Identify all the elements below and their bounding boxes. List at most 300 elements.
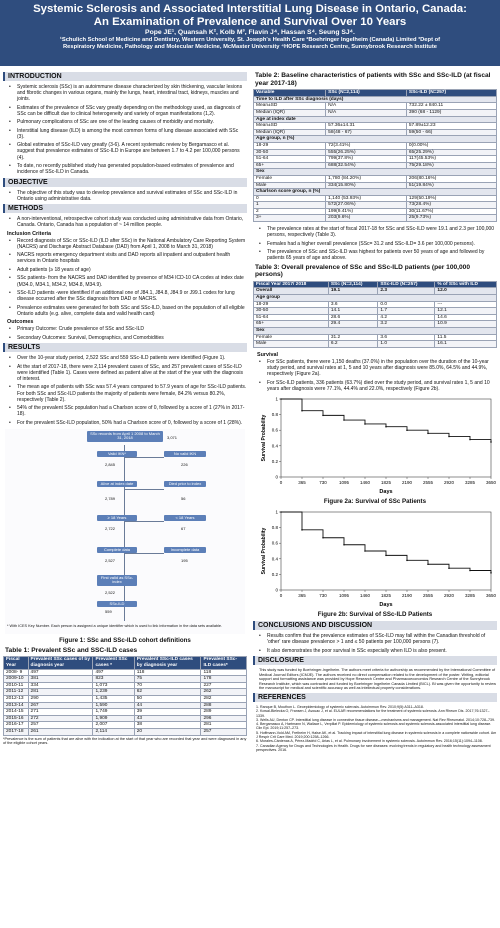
intro-bullet: • To date, no recently published study has generated population-based estimates of prevalence and incidence of SSc-ILD in Canada. — [9, 163, 247, 175]
table-cell: 334 — [28, 682, 93, 689]
results-list — [9, 355, 247, 426]
survival-point — [469, 439, 471, 441]
y-tick-label: 0.2 — [271, 571, 278, 577]
flow-box-minors: < 18 Years — [164, 515, 206, 522]
table-cell: 296 — [201, 715, 247, 722]
table-cell: 2,007 — [93, 722, 134, 729]
x-tick-label: 1460 — [359, 592, 371, 598]
poster-affiliations-line1: ¹Schulich School of Medicine and Dentistry, Western University, St. Joseph's Health Care ²Boehringer Ingelheim (Canada) Limited ³Dept of — [59, 37, 441, 43]
table-group-label: Sex — [254, 169, 497, 176]
flow-box-incomplete-data: Incomplete data — [164, 547, 206, 554]
table-cell: Median (IQR) — [254, 109, 326, 116]
table-cell: Mean±SD — [254, 103, 326, 110]
table-cell: 2017-18 — [4, 728, 29, 735]
figure2a-caption: Figure 2a: Survival of SSc Patients — [323, 497, 427, 505]
results-bullet: • At the start of 2017-18, there were 2,114 prevalent cases of SSc, and 257 prevalent cases of SSc-ILD were identified (Table 1). Cases were defined as patient alive at the start of the year with the diagnosis of interest. — [9, 364, 247, 382]
table-cell: 1,590 — [93, 702, 134, 709]
survival-point — [343, 544, 345, 546]
y-tick-label: 1 — [275, 396, 278, 402]
survival-chart-ssc — [259, 395, 495, 495]
x-tick-label: 0 — [279, 592, 283, 598]
table-row — [254, 314, 497, 321]
right-column — [253, 70, 497, 752]
table-cell: 16.1 — [435, 341, 497, 348]
inclusion-list — [9, 238, 247, 317]
survival-point — [406, 429, 408, 431]
inclusion-bullet: • Adult patients (≥ 18 years of age) — [9, 267, 247, 273]
methods-bullet: • A non-interventional, retrospective cohort study was conducted using administrative data from Ontario, Canada. Ontario, Canada has a population of ~ 14 million people. — [9, 216, 247, 228]
x-tick-label: 2190 — [401, 592, 413, 598]
table-cell: 43 — [134, 715, 201, 722]
x-axis-label: Days — [379, 601, 393, 608]
table-group-row — [254, 189, 497, 196]
flow-box-adults: ≥ 18 Years — [97, 515, 137, 522]
x-tick-label: 2555 — [422, 592, 434, 598]
poster-affiliations-line2: Respiratory Medicine, Pathology and Molecular Medicine, McMaster University ⁴HOPE Research Centre, Sunnybrook Research Institute — [63, 44, 437, 50]
table1-header: Prevalent SSc-ILD cases* — [201, 657, 247, 669]
table-cell: Male — [254, 182, 326, 189]
table-row — [254, 341, 497, 348]
disclosure-heading: DISCLOSURE — [253, 656, 497, 665]
figure2b-caption: Figure 2b: Survival of SSc-ILD Patients — [317, 610, 433, 618]
conclusions-list — [259, 633, 497, 654]
table2-header: SSc (N=2,114) — [326, 90, 407, 97]
survival-point — [322, 537, 324, 539]
table-cell: 281 — [28, 689, 93, 696]
table-row — [4, 682, 247, 689]
table1-body — [4, 669, 247, 735]
table-cell: 25(9.73%) — [406, 215, 496, 222]
x-tick-label: 365 — [298, 592, 306, 598]
flow-box-valid-ikn: Valid IKN* — [97, 451, 137, 458]
survival-point — [406, 559, 408, 561]
x-tick-label: 2920 — [443, 592, 455, 598]
table-group-label: Age at index date — [254, 116, 497, 123]
flow-connector — [124, 445, 125, 621]
table-cell: 262 — [201, 689, 247, 696]
methods-heading: METHODS — [3, 204, 247, 213]
flow-count: 226 — [181, 461, 188, 467]
table-cell: 3.6 — [328, 301, 378, 308]
poster-title-line1: Systemic Sclerosis and Associated Interstitial Lung Disease in Ontario, Canada: — [33, 3, 467, 15]
y-tick-label: 0 — [275, 587, 278, 593]
table-cell: 30-50 — [254, 149, 326, 156]
survival-point — [490, 441, 492, 443]
table-row — [254, 321, 497, 328]
table-cell: 2015-16 — [4, 715, 29, 722]
table-cell: 289 — [201, 709, 247, 716]
reference-item: 2. Kowal-Bielecka O, Fransen J, Avouac J, et al. EULAR recommendations for the treatment of systemic sclerosis. Ann Rheum Dis. 2017;76:1327–1339. — [256, 709, 490, 718]
flow-count: 2,522 — [105, 589, 116, 595]
table-cell: 6.2 — [328, 341, 378, 348]
y-tick-label: 1 — [275, 509, 278, 515]
table-cell: 30-50 — [254, 308, 329, 315]
table-cell: 203(9.6%) — [326, 215, 407, 222]
table-group-row — [254, 136, 497, 143]
table-cell: N/A — [326, 103, 407, 110]
table-cell: 227 — [201, 682, 247, 689]
table2-header: SSc-ILD (N=257) — [406, 90, 496, 97]
inclusion-heading: Inclusion Criteria — [7, 230, 52, 237]
table-group-label: Time to ILD after SSc diagnosis (days) — [254, 96, 497, 103]
table3-title: Table 3: Overall prevalence of SSc and SSc-ILD patients (per 100,000 persons) — [255, 263, 470, 279]
x-tick-label: 1825 — [380, 479, 392, 485]
table-row — [4, 728, 247, 735]
results-bullet: • Over the 10-year study period, 2,522 SSc and 559 SSc-ILD patients were identified (Figure 1). — [9, 355, 247, 361]
table-cell: 44 — [134, 702, 201, 709]
table-row — [254, 215, 497, 222]
table-cell: 823 — [93, 676, 134, 683]
survival-chart-ssc-ild — [259, 508, 495, 608]
x-tick-label: 365 — [298, 479, 306, 485]
table-cell: 38 — [134, 722, 201, 729]
table-cell: 18-29 — [254, 301, 329, 308]
intro-bullet: • Pulmonary complications of SSc are one of the leading causes of morbidity and mortality. — [9, 119, 247, 125]
table-cell: 19.1 — [328, 288, 378, 295]
flow-box-no-valid-ikn: No valid IKN — [164, 451, 206, 458]
intro-bullet: • Global estimates of SSc-ILD vary greatly (3-6). A recent systematic review by Bergamasco et al. suggest that prevalence estimates of SSc-ILD in Europe are between 1.7 to 4.2 per 100,000 persons (4). — [9, 142, 247, 160]
survival-point — [448, 567, 450, 569]
table-cell: 0.0 — [378, 301, 435, 308]
flow-box-ssc-ild: SSc-ILD — [97, 601, 137, 608]
table-cell: 12.1 — [435, 308, 497, 315]
table-row — [254, 142, 497, 149]
table-cell: 1,909 — [93, 715, 134, 722]
table-row — [254, 308, 497, 315]
table-cell: 1 — [254, 202, 326, 209]
table-group-row — [254, 295, 497, 302]
table-cell: 73(28.4%) — [406, 202, 496, 209]
results-right-bullet: • The prevalence of SSc and SSc-ILD was highest for patients over 50 years of age and followed by patients 65 years of age and above. — [259, 249, 497, 261]
survival-point — [301, 529, 303, 531]
table-cell: 12.0 — [435, 288, 497, 295]
poster-authors: Pope JE¹, Quansah K², Kolb M³, Flavin J⁴, Hassan S⁴, Seung SJ⁴. — [145, 29, 355, 36]
y-tick-label: 0.6 — [271, 540, 278, 546]
y-tick-label: 0.6 — [271, 427, 278, 433]
table-cell: 70 — [134, 682, 201, 689]
table-cell: 3+ — [254, 215, 326, 222]
table1 — [3, 656, 247, 735]
x-tick-label: 1825 — [380, 592, 392, 598]
intro-list — [9, 84, 247, 175]
outcomes-bullet: • Primary Outcome: Crude prevalence of SSc and SSc-ILD — [9, 326, 247, 332]
table-row — [254, 162, 497, 169]
table-cell: 129(50.19%) — [406, 195, 496, 202]
survival-point — [427, 563, 429, 565]
x-tick-label: 3285 — [464, 592, 476, 598]
table-cell: 572(27.06%) — [326, 202, 407, 209]
x-tick-label: 2555 — [422, 479, 434, 485]
conclusions-heading: CONCLUSIONS AND DISCUSSION — [253, 621, 497, 630]
table-cell: Male — [254, 341, 329, 348]
table-cell: 1,749 — [93, 709, 134, 716]
table-cell: 2 — [254, 208, 326, 215]
table-group-label: Sex — [254, 328, 497, 335]
table1-header: Prevalent SSc cases * — [93, 657, 134, 669]
table-cell: 11.5 — [435, 334, 497, 341]
table-cell: 2011-12 — [4, 689, 29, 696]
table-cell: 1,780 (84.20%) — [326, 175, 407, 182]
x-tick-label: 1095 — [338, 479, 350, 485]
table-cell: 290 — [28, 696, 93, 703]
table-cell: Overall — [254, 288, 329, 295]
table-cell: 497 — [28, 669, 93, 676]
table-cell: 14.6 — [435, 314, 497, 321]
table-row — [254, 149, 497, 156]
flow-box-alive: Alive at index date — [97, 481, 137, 488]
table-cell: 50 — [134, 696, 201, 703]
table3-header: SSc (N=2,114) — [328, 281, 378, 288]
table-cell: 72(3.41%) — [326, 142, 407, 149]
table-cell: 118 — [201, 669, 247, 676]
table-row — [254, 202, 497, 209]
x-tick-label: 730 — [319, 479, 327, 485]
table-cell: Female — [254, 175, 326, 182]
left-column — [3, 70, 247, 746]
y-tick-label: 0.2 — [271, 458, 278, 464]
table-cell: 497 — [93, 669, 134, 676]
table-cell: 18-29 — [254, 142, 326, 149]
table-cell: 65(25.29%) — [406, 149, 496, 156]
x-tick-label: 0 — [279, 479, 283, 485]
table-row — [254, 156, 497, 163]
y-tick-label: 0.8 — [271, 524, 278, 530]
table-cell: 75(29.18%) — [406, 162, 496, 169]
table-cell: 3.6 — [378, 334, 435, 341]
survival-point — [364, 550, 366, 552]
table-cell: 178 — [201, 676, 247, 683]
table-cell: 57.89±12.23 — [406, 123, 496, 130]
flow-count: 2,722 — [105, 525, 116, 531]
survival-point — [385, 426, 387, 428]
table-cell: 65+ — [254, 321, 329, 328]
table-cell: 381 — [28, 676, 93, 683]
table-cell: 31.2 — [328, 334, 378, 341]
methods-list — [9, 216, 247, 228]
table-cell: 199(9.41%) — [326, 208, 407, 215]
table-cell: Female — [254, 334, 329, 341]
table-cell: 2.3 — [378, 288, 435, 295]
flow-box-ssc-index: First valid as SSc-index — [97, 575, 137, 586]
table-group-row — [254, 328, 497, 335]
table-cell: 58(48 - 67) — [326, 129, 407, 136]
x-tick-label: 1095 — [338, 592, 350, 598]
table-row — [4, 689, 247, 696]
table-cell: 0(0.00%) — [406, 142, 496, 149]
results-bullet: • The mean age of patients with SSc was 57.4 years compared to 57.9 years of age for SSc-ILD patients. For both SSc and SSc-ILD patients the majority of patients were female, 84.2% versus 80.2%, respectively (Table 2). — [9, 384, 247, 402]
flow-count: 2,527 — [105, 557, 116, 563]
table-cell: 334(15.80%) — [326, 182, 407, 189]
y-tick-label: 0 — [275, 474, 278, 480]
intro-bullet: • Systemic sclerosis (SSc) is an autoimmune disease characterized by skin thickening, vascular lesions and fibrotic changes in various organs, mainly the lungs, heart, intestinal tract, kidneys, muscles and joints. — [9, 84, 247, 102]
survival-heading: Survival — [257, 351, 278, 358]
flow-connector — [124, 489, 164, 490]
table-cell: 3.2 — [378, 321, 435, 328]
flow-box-complete-data: Complete data — [97, 547, 137, 554]
outcomes-heading: Outcomes — [7, 319, 34, 326]
table3-header: SSc-ILD (N=257) — [378, 281, 435, 288]
reference-item: 4. Bergamasco A, Hartmann N, Wallace L, Verpillat P. Epidemiology of systemic sclerosis and systemic sclerosis-associated interstitial lung disease. Clin Epi. 2019;11:257–273. — [256, 722, 492, 731]
table-cell: 51-64 — [254, 156, 326, 163]
x-tick-label: 3285 — [464, 479, 476, 485]
inclusion-bullet: • NACRS reports emergency department visits and DAD reports all inpatient and outpatient health services in Ontario hospitals — [9, 252, 247, 264]
table-cell: 39 — [134, 709, 201, 716]
table-group-row — [254, 169, 497, 176]
survival-chart-svg — [259, 508, 495, 608]
table-row — [4, 722, 247, 729]
references-heading: REFERENCES — [253, 693, 497, 702]
table-group-label: Age group — [254, 295, 497, 302]
table-cell: 206(80.16%) — [406, 175, 496, 182]
table-cell: 59(50 - 66) — [406, 129, 496, 136]
survival-point — [280, 398, 282, 400]
table-row — [254, 109, 497, 116]
table-row — [254, 182, 497, 189]
inclusion-bullet: • Record diagnosis of SSc or SSc-ILD (ILD after SSc) in the National Ambulatory Care Reporting System (NACRS) and Discharge Abstract Database (DAD) from April 1, 2008 to March 31, 2018) — [9, 238, 247, 250]
flow-count: 195 — [181, 557, 188, 563]
table-cell: 267 — [28, 702, 93, 709]
survival-point — [448, 435, 450, 437]
inclusion-bullet: • Prevalence estimates were generated for both SSc and SSc-ILD, based on the population of all eligible Ontario adults (e.g. alive, complete data and valid health card) — [9, 305, 247, 317]
survival-point — [322, 414, 324, 416]
results-bullet: • For the prevalent SSc-ILD population, 50% had a Charlson score of 0, followed by a score of 1 (28%). — [9, 420, 247, 426]
x-tick-label: 1460 — [359, 479, 371, 485]
table-cell: --- — [435, 301, 497, 308]
table-row — [4, 709, 247, 716]
survival-bullet: • For SSc patients, there were 1,150 deaths (37.0%) in the population over the duration of the 10-year study period, and survival rates at 1, 5 and 10 years after diagnosis were 85.0%, 64.5% and 44.9%, respectively (Figure 2a). — [259, 359, 497, 377]
table-cell: N/A — [326, 109, 407, 116]
objective-heading: OBJECTIVE — [3, 178, 247, 187]
table-cell: 555(26.25%) — [326, 149, 407, 156]
conclusions-bullet: • It also demonstrates the poor survival in SSc especially when ILD is also present. — [259, 648, 497, 654]
table-cell: 1.7 — [378, 308, 435, 315]
results-right-list — [259, 226, 497, 261]
flow-box-all-records: SSc records from April 1 2008 to March 31, 2018 — [87, 431, 163, 442]
table-cell: 799(37.8%) — [326, 156, 407, 163]
inclusion-bullet: • SSc-ILD patients -were identified if an additional one of J84.1, J84.8, J84.9 or J99.1 codes for lung disease occurred after the SSc diagnosis from DAD or NACRS. — [9, 290, 247, 302]
table-cell: 30(11.67%) — [406, 208, 496, 215]
table-row — [254, 301, 497, 308]
table-cell: 29.4 — [328, 321, 378, 328]
table-cell: 117(45.53%) — [406, 156, 496, 163]
table-cell: 281 — [201, 722, 247, 729]
y-tick-label: 0.4 — [271, 556, 278, 562]
objective-list — [9, 190, 247, 202]
table-cell: 1,140 (53.93%) — [326, 195, 407, 202]
y-axis-label: Survival Probability — [261, 527, 267, 575]
y-tick-label: 0.8 — [271, 411, 278, 417]
x-axis-label: Days — [379, 488, 393, 495]
table-row — [4, 696, 247, 703]
table-cell: 271 — [28, 709, 93, 716]
table-cell: 688(32.54%) — [326, 162, 407, 169]
flow-count: 67 — [181, 525, 186, 531]
table-row — [254, 195, 497, 202]
results-heading: RESULTS — [3, 343, 247, 352]
x-tick-label: 2190 — [401, 479, 413, 485]
table-cell: 2009-10 — [4, 676, 29, 683]
table-cell: 28.6 — [328, 314, 378, 321]
table-cell: 51(19.84%) — [406, 182, 496, 189]
intro-bullet: • Interstitial lung disease (ILD) is among the most common forms of lung disease associated with SSc (3). — [9, 128, 247, 140]
reference-item: 3. Wells AU, Denton CP. Interstitial lung disease in connective tissue disease—mechanisms and management. Nat Rev Rheumatol. 2014;10:728–739. — [256, 717, 495, 722]
disclosure-text: This study was funded by Boehringer-Ingelheim. The authors meet criteria for authorship as recommended by the International Committee of Medical Journal Editors (ICMJE). The authors received no direct compensation related to the development of the poster. Writing, editorial support and formatting assistance was provided by Hope Research Centre and Pharmacoeconomics Research Centre of the Sunnybrook Research Institute, which was contracted and funded by Boehringer Ingelheim Canada Limited (BICL). BI was given the opportunity to review the manuscript for medical and scientific accuracy as well as intellectual property considerations. — [259, 668, 497, 691]
survival-bullet: • For SSc-ILD patients, 336 patients (63.7%) died over the study period, and survival rates 1, 5 and 10 years after diagnosis were 77.1%, 44.4% and 22.0%, respectively (Figure 2b). — [259, 380, 497, 392]
table1-header: Prevalent SSc-ILD cases by diagnosis year — [134, 657, 201, 669]
outcomes-bullet: • Secondary Outcomes: Survival, Demographics, and Comorbidities — [9, 335, 247, 341]
table-row — [254, 175, 497, 182]
table-cell: Median (IQR) — [254, 129, 326, 136]
table3-header: Fiscal Year 2017/ 2018 — [254, 281, 329, 288]
x-tick-label: 2920 — [443, 479, 455, 485]
table-cell: Mean±SD — [254, 123, 326, 130]
flowchart-footnote: * With ICES Key Number. Each person is assigned a unique identifier which is used to link information in the data sets available. — [7, 623, 223, 628]
table-row — [254, 208, 497, 215]
flow-count: 2,789 — [105, 495, 116, 501]
table-cell: 2,114 — [93, 728, 134, 735]
table2 — [253, 89, 497, 222]
table3-header: % of SSc with ILD — [435, 281, 497, 288]
flow-count: 56 — [181, 495, 186, 501]
table-cell: 261 — [28, 728, 93, 735]
references-list — [253, 705, 497, 752]
conclusions-bullet: • Results confirm that the prevalence estimates of SSc-ILD may fall within the Canadian threshold of 'other' rare disease prevalence > 1 and ≤ 50 patients per 100,000 persons (7). — [259, 633, 497, 645]
poster-banner — [0, 0, 500, 66]
y-axis-label: Survival Probability — [261, 414, 267, 462]
table-cell: 1,435 — [93, 696, 134, 703]
flow-count: 559 — [105, 608, 112, 614]
table-cell: 65+ — [254, 162, 326, 169]
survival-chart-svg — [259, 395, 495, 495]
table3-body — [254, 288, 497, 347]
table-cell: 1,073 — [93, 682, 134, 689]
table-cell: 51-64 — [254, 314, 329, 321]
table-group-row — [254, 116, 497, 123]
table-cell: 4.2 — [378, 314, 435, 321]
reference-item: 1. Ranque B, Mouthon L. Geoepidemiology of systemic sclerosis. Autoimmun Rev. 2010;9(5):A311–A318. — [256, 705, 424, 709]
reference-item: 7. Canadian Agency for Drugs and Technologies in Health. Drugs for rare diseases: evolving trends in regulatory and health technology assessment perspectives. 2016. — [256, 743, 491, 752]
table-cell: 272 — [28, 715, 93, 722]
y-tick-label: 0.4 — [271, 443, 278, 449]
table-cell: 2016-17 — [4, 722, 29, 729]
survival-point — [385, 554, 387, 556]
table-cell: 390 (68 - 1129) — [406, 109, 496, 116]
table2-header: Variable — [254, 90, 326, 97]
x-tick-label: 730 — [319, 592, 327, 598]
survival-point — [427, 432, 429, 434]
table-cell: 2013-14 — [4, 702, 29, 709]
survival-point — [469, 570, 471, 572]
table3 — [253, 281, 497, 348]
survival-point — [343, 419, 345, 421]
flow-count: 3,071 — [167, 434, 178, 440]
results-bullet: • 54% of the prevalent SSc population had a Charlson score of 0, followed by a score of 1 (27% in 2017-18). — [9, 405, 247, 417]
table-row — [4, 715, 247, 722]
table-row — [4, 669, 247, 676]
table-row — [254, 334, 497, 341]
table1-header: Fiscal Year — [4, 657, 29, 669]
intro-heading: INTRODUCTION — [3, 72, 247, 81]
table1-title: Table 1: Prevalent SSc and SSC-ILD cases — [5, 646, 138, 654]
table-cell: 75 — [134, 676, 201, 683]
table-cell: 57.36±14.31 — [326, 123, 407, 130]
reference-item: 6. Morales-Cárdenas A, Pérez-Madrid C, Arias L, et al. Pulmonary involvement in systemic sclerosis. Autoimmun Rev. 2016;15(11):1094–1108. — [256, 739, 483, 744]
flow-count: 2,845 — [105, 461, 116, 467]
table-row — [254, 288, 497, 295]
table-cell: 2012-13 — [4, 696, 29, 703]
objective-bullet: • The objective of this study was to develop prevalence and survival estimates of SSc and SSc-ILD in Ontario using administrative data. — [9, 190, 247, 202]
table-cell: 14.1 — [328, 308, 378, 315]
